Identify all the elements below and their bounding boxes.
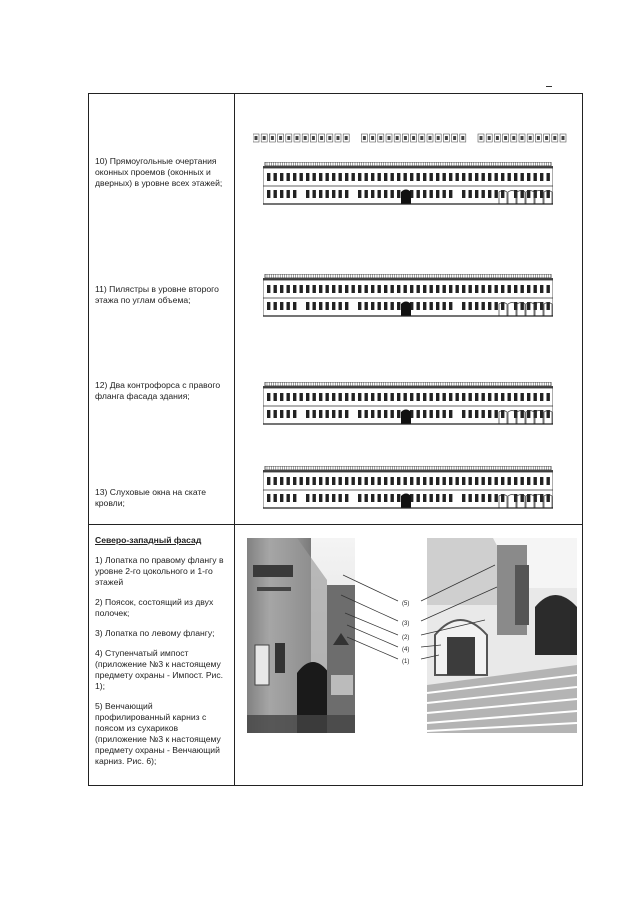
facade-drawing-3 [263,382,553,426]
callout-2: (2) [402,635,410,641]
callout-4: (4) [402,647,410,653]
facade-drawing-1 [263,162,553,206]
northwest-photos-cell [235,525,583,786]
item-13-text: 13) Слуховые окна на скате кровли; [95,487,207,508]
callout-3: (3) [402,621,410,627]
row-text-cell [89,94,235,525]
nw-item-2: 2) Поясок, состоящий из двух полочек; [95,597,214,618]
item-10-text: 10) Прямоугольные очертания оконных проемов (оконных и дверных) в уровне всех этажей; [95,156,223,188]
callout-5: (5) [402,601,410,607]
nw-item-3: 3) Лопатка по левому флангу; [95,628,215,638]
northwest-text-cell [89,525,235,786]
callout-labels [402,601,409,665]
facade-drawing-4 [263,466,553,510]
callout-1: (1) [402,659,410,665]
nw-item-5: 5) Венчающий профилированный карниз с поясом из сухариков (приложение №3 к настоящему предмету охраны - Венчающий карниз. Рис. 6); [95,701,221,766]
northwest-heading: Северо-западный фасад [95,535,202,545]
dormer-windows-strip [253,132,573,144]
northwest-description [95,535,230,776]
page-corner-mark [546,86,552,87]
photo-right [427,538,577,733]
northwest-photos [235,525,582,785]
item-12-text: 12) Два контрофорса с правого фланга фасада здания; [95,380,221,401]
protection-subject-table [88,93,583,786]
item-11-text: 11) Пилястры в уровне второго этажа по углам объема; [95,284,219,305]
facade-drawings-cell [235,94,583,525]
nw-item-4: 4) Ступенчатый импост (приложение №3 к настоящему предмету охраны - Импост. Рис. 1); [95,648,224,691]
nw-item-1: 1) Лопатка по правому флангу в уровне 2-го цокольного и 1-го этажей [95,555,224,587]
facade-drawing-2 [263,274,553,318]
photo-left [247,538,355,733]
